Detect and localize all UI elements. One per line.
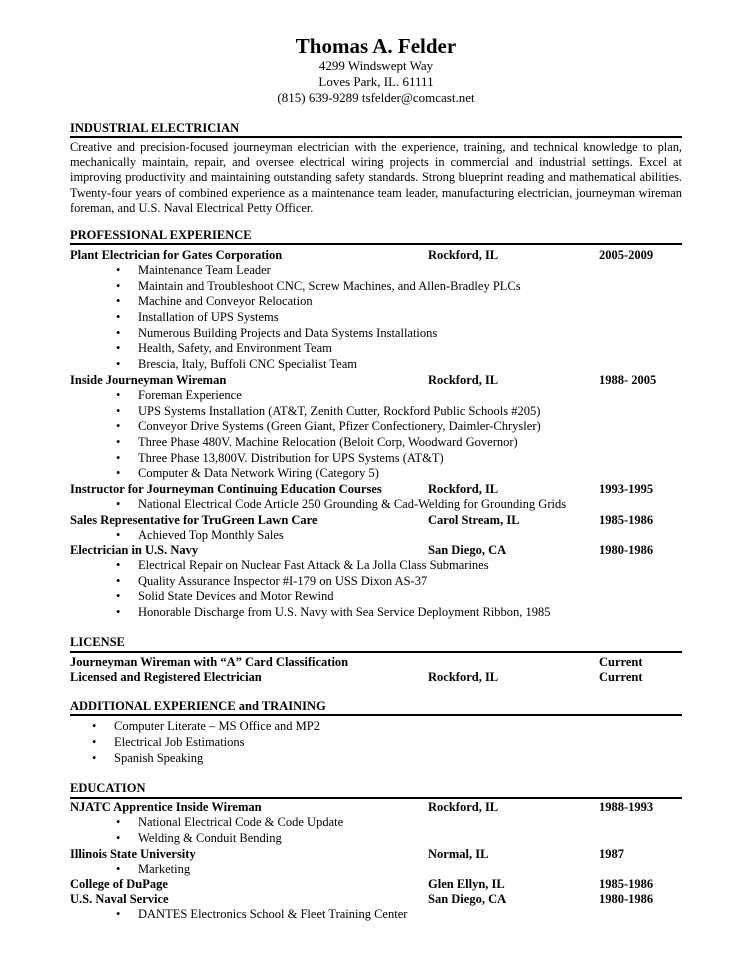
school-location: Normal, IL [428, 847, 489, 861]
school-name: Illinois State University [70, 847, 196, 861]
job-title: Plant Electrician for Gates Corporation [70, 248, 283, 262]
license-name: Licensed and Registered Electrician [70, 670, 262, 684]
job-title: Instructor for Journeyman Continuing Education Courses [70, 482, 382, 496]
job-row [70, 482, 682, 497]
additional-title: ADDITIONAL EXPERIENCE and TRAINING [70, 699, 326, 713]
job-location: San Diego, CA [428, 543, 507, 557]
job-location: Rockford, IL [428, 248, 499, 262]
job-years: 1985-1986 [599, 513, 654, 527]
school-name: NJATC Apprentice Inside Wireman [70, 800, 262, 814]
job-row [70, 373, 682, 388]
school-years: 1985-1986 [599, 877, 654, 891]
job-row [70, 513, 682, 528]
section-divider [70, 243, 682, 245]
section-divider [70, 797, 682, 799]
school-name: U.S. Naval Service [70, 892, 169, 906]
education-title: EDUCATION [70, 781, 146, 795]
job-location: Carol Stream, IL [428, 513, 520, 527]
job-title: Electrician in U.S. Navy [70, 543, 199, 557]
candidate-name: Thomas A. Felder [295, 34, 457, 58]
job-years: 1980-1986 [599, 543, 654, 557]
school-location: Rockford, IL [428, 800, 499, 814]
job-row [70, 543, 682, 558]
license-status: Current [599, 670, 643, 684]
school-row [70, 800, 682, 815]
license-status: Current [599, 655, 643, 669]
job-row [70, 248, 682, 263]
job-years: 1993-1995 [599, 482, 654, 496]
school-years: 1988-1993 [599, 800, 654, 814]
license-title: LICENSE [70, 635, 125, 649]
job-title: Inside Journeyman Wireman [70, 373, 227, 387]
school-years: 1987 [599, 847, 624, 861]
section-divider [70, 136, 682, 138]
school-row [70, 877, 682, 892]
license-location: Rockford, IL [428, 670, 499, 684]
address-line-2: Loves Park, IL. 61111 [318, 74, 434, 89]
section-divider [70, 714, 682, 716]
job-years: 2005-2009 [599, 248, 654, 262]
address-line-1: 4299 Windswept Way [318, 58, 434, 73]
objective-title: INDUSTRIAL ELECTRICIAN [70, 121, 240, 135]
license-name: Journeyman Wireman with “A” Card Classification [70, 655, 349, 669]
phone-email: (815) 639-9289 tsfelder@comcast.net [277, 90, 475, 105]
summary-paragraph: Creative and precision-focused journeyman electrician with the experience, training, and technical knowledge to plan, mechanically maintain, repair, and oversee electrical wiring projects in commercial and industrial settings. Excel at improving productivity and maintaining outstanding safety standards. Strong blueprint reading and mathematical abilities. Twenty-four years of combined experience as a maintenance team leader, manufacturing electrician, journeyman wireman foreman, and U.S. Naval Electrical Petty Officer. [70, 140, 682, 215]
job-location: Rockford, IL [428, 482, 499, 496]
experience-title: PROFESSIONAL EXPERIENCE [70, 228, 252, 242]
school-location: Glen Ellyn, IL [428, 877, 505, 891]
job-years: 1988- 2005 [599, 373, 657, 387]
job-title: Sales Representative for TruGreen Lawn Care [70, 513, 318, 527]
license-row [70, 670, 682, 685]
school-name: College of DuPage [70, 877, 168, 891]
job-location: Rockford, IL [428, 373, 499, 387]
license-row [70, 655, 682, 670]
section-divider [70, 651, 682, 653]
school-row [70, 847, 682, 862]
school-years: 1980-1986 [599, 892, 654, 906]
school-location: San Diego, CA [428, 892, 507, 906]
school-row [70, 892, 682, 907]
